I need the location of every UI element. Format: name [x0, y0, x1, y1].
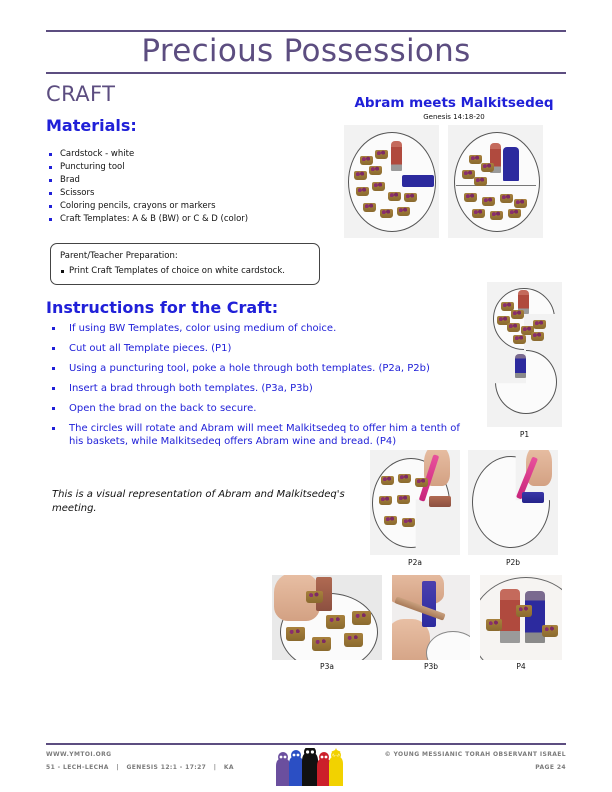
list-item: The circles will rotate and Abram will meet Malkitsedeq to offer him a tenth of his baskets, while Malkitsedeq offers Abram wine and bread. (P4)	[50, 422, 470, 448]
footer-copyright: © YOUNG MESSIANIC TORAH OBSERVANT ISRAEL	[384, 751, 566, 758]
parent-teacher-preparation-box	[50, 243, 320, 285]
list-item: Cut out all Template pieces. (P1)	[50, 342, 470, 355]
caption-p3a: P3a	[320, 662, 334, 671]
caption-p4: P4	[516, 662, 526, 671]
caption-p3b: P3b	[423, 662, 439, 671]
prep-box-title: Parent/Teacher Preparation:	[60, 251, 178, 261]
list-item: Craft Templates: A & B (BW) or C & D (color)	[48, 213, 348, 226]
page-header	[46, 30, 566, 74]
materials-heading: Materials:	[46, 116, 137, 135]
photo-p2b	[468, 450, 558, 555]
footer-page-number: PAGE 24	[535, 764, 566, 771]
photo-p1	[487, 282, 562, 427]
caption-p1: P1	[519, 430, 530, 439]
footer-left	[46, 751, 234, 771]
footer-lesson-line	[46, 764, 234, 771]
prep-box-item: Print Craft Templates of choice on white cardstock.	[60, 266, 310, 276]
footer-code: KA	[223, 764, 234, 771]
header-rule-bottom	[46, 72, 566, 74]
illustration-heading: Abram meets Malkitsedeq	[354, 95, 554, 111]
footer-lesson: 51 - LECH-LECHA	[46, 764, 109, 771]
photo-p2a	[370, 450, 460, 555]
footer-rule	[46, 743, 566, 745]
footer-right	[385, 751, 566, 771]
list-item: Open the brad on the back to secure.	[50, 402, 470, 415]
visual-representation-note: This is a visual representation of Abram and Malkitsedeq's meeting.	[52, 489, 345, 514]
footer-scripture: GENESIS 12:1 - 17:27	[126, 764, 207, 771]
list-item: Insert a brad through both templates. (P3a, P3b)	[50, 382, 470, 395]
scripture-reference: Genesis 14:18-20	[423, 113, 485, 121]
list-item: Brad	[48, 174, 348, 187]
materials-list	[48, 148, 348, 226]
list-item: Scissors	[48, 187, 348, 200]
organization-logo-icon	[272, 748, 344, 786]
photo-p3b	[392, 575, 470, 660]
footer-separator-2: |	[213, 764, 217, 771]
list-item: Coloring pencils, crayons or markers	[48, 200, 348, 213]
instructions-heading: Instructions for the Craft:	[46, 298, 279, 317]
photo-finished-craft-right	[448, 125, 543, 238]
section-heading-craft: CRAFT	[46, 82, 116, 106]
caption-p2a: P2a	[408, 558, 422, 567]
list-item: If using BW Templates, color using medium of choice.	[50, 322, 470, 335]
footer-separator-1: |	[116, 764, 119, 771]
caption-p2b: P2b	[505, 558, 521, 567]
footer-website[interactable]: WWW.YMTOI.ORG	[46, 751, 112, 758]
list-item: Cardstock - white	[48, 148, 348, 161]
list-item: Using a puncturing tool, poke a hole through both templates. (P2a, P2b)	[50, 362, 470, 375]
photo-p4	[480, 575, 562, 660]
list-item: Puncturing tool	[48, 161, 348, 174]
instructions-list	[50, 322, 470, 455]
photo-finished-craft-left	[344, 125, 439, 238]
page-title: Precious Possessions	[141, 33, 471, 69]
photo-p3a	[272, 575, 382, 660]
